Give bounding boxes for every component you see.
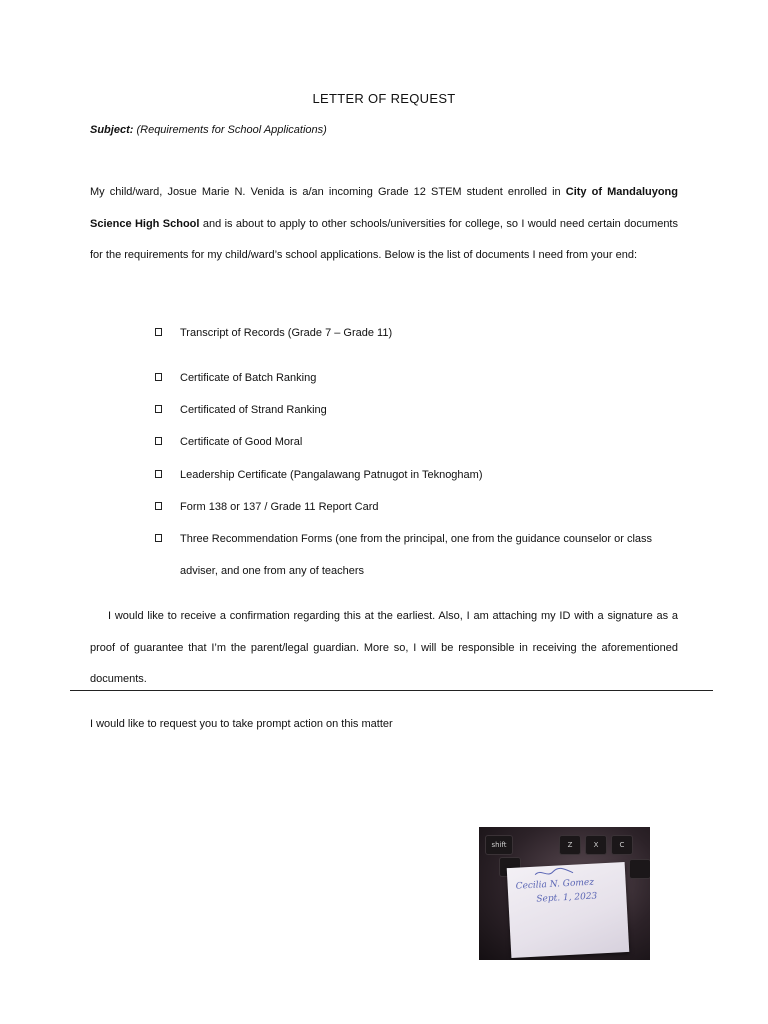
checkbox-icon bbox=[155, 502, 162, 510]
checklist-item-text: Transcript of Records (Grade 7 – Grade 11) bbox=[180, 327, 393, 339]
checklist-item-text: Certificated of Strand Ranking bbox=[180, 404, 327, 416]
keyboard-key: shift bbox=[485, 835, 513, 855]
keyboard-key: X bbox=[585, 835, 607, 855]
intro-paragraph bbox=[90, 177, 678, 272]
horizontal-divider bbox=[70, 690, 713, 691]
intro-text-part1: My child/ward, Josue Marie N. Venida is a/an incoming Grade 12 STEM student enrolled in bbox=[90, 186, 566, 198]
signature-name: Cecilia N. Gomez bbox=[515, 877, 595, 892]
checklist-item-text: Leadership Certificate (Pangalawang Patnugot in Teknogham) bbox=[180, 469, 483, 481]
school-name: City of Mandaluyong Science High School bbox=[90, 186, 678, 230]
intro-text-part2: and is about to apply to other schools/universities for college, so I would need certain documents for the requirements for my child/ward’s school applications. Below is the list of documents I need from your end: bbox=[90, 217, 678, 261]
checklist-item-text: Certificate of Good Moral bbox=[180, 436, 303, 448]
checkbox-icon bbox=[155, 328, 162, 336]
checkbox-icon bbox=[155, 405, 162, 413]
confirmation-paragraph bbox=[90, 601, 678, 696]
checklist-item-text: Form 138 or 137 / Grade 11 Report Card bbox=[180, 501, 379, 513]
keyboard-key: C bbox=[611, 835, 633, 855]
checkbox-icon bbox=[155, 437, 162, 445]
confirmation-text: I would like to receive a confirmation regarding this at the earliest. Also, I am attaching my ID with a signature as a proof of guarantee that I’m the parent/legal guardian. More so, I will be responsible in receiving the aforementioned documents. bbox=[90, 610, 678, 685]
keyboard-key: Z bbox=[559, 835, 581, 855]
signature-note bbox=[507, 862, 630, 958]
letter-title: LETTER OF REQUEST bbox=[312, 91, 456, 106]
subject-text: (Requirements for School Applications) bbox=[136, 124, 327, 136]
subject-label: Subject: bbox=[90, 124, 134, 136]
signature-scribble bbox=[507, 862, 630, 958]
checkbox-icon bbox=[155, 470, 162, 478]
checkbox-icon bbox=[155, 534, 162, 542]
signature-date: Sept. 1, 2023 bbox=[536, 891, 598, 905]
checkbox-icon bbox=[155, 373, 162, 381]
keyboard-key bbox=[629, 859, 650, 879]
subject-line bbox=[90, 124, 327, 136]
checklist-item-text: Certificate of Batch Ranking bbox=[180, 372, 317, 384]
checklist-item-text: Three Recommendation Forms (one from the principal, one from the guidance counselor or class adviser, and one from any of teachers bbox=[180, 533, 653, 577]
closing-paragraph: I would like to request you to take prompt action on this matter bbox=[90, 718, 393, 730]
id-signature-photo bbox=[479, 827, 650, 960]
